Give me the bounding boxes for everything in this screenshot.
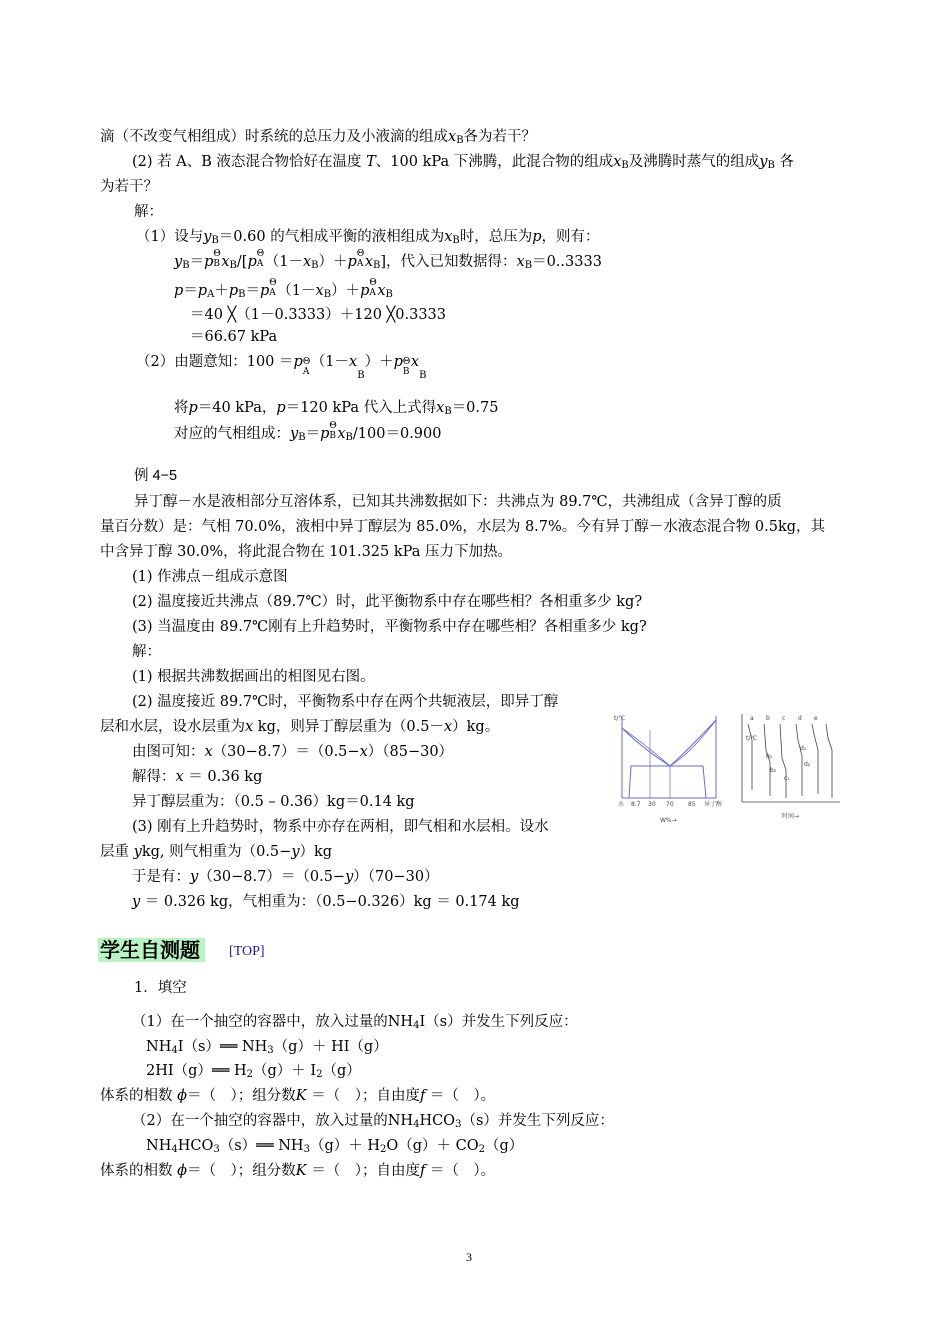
text: /100＝0.900 [352,426,442,442]
text: ）＋ [331,283,361,299]
fig-tick: 30 [648,801,656,808]
symbol: ϕ [177,1163,187,1179]
text: 、100 kPa 下沸腾，此混合物的组成 [375,154,614,170]
symbol: x [443,719,453,735]
text: ]，代入已知数据得： [380,254,517,270]
text: 滴（不改变气相组成）时系统的总压力及小液滴的组成 [100,129,448,145]
fig-curve-letter: a [750,715,754,722]
text: 解得： [132,769,176,785]
text-line [132,767,262,787]
fig-point-mark: d₂ [804,761,811,768]
phase-diagram-figure [612,710,732,830]
sub: B [213,259,220,269]
subscript: B [767,160,775,171]
text: 及沸腾时蒸气的组成 [628,154,760,170]
text: (2) 若 A、B 液态混合物恰好在温度 [132,154,367,170]
text: 时，总压为 [459,229,533,245]
symbol: x [410,354,420,370]
text: （s）并发生下列反应： [461,1113,614,1129]
text-line: (2) 温度接近 89.7℃时，平衡物系中存在两个共轭液层，即异丁醇 [132,694,559,710]
subscript: B [444,406,452,417]
text: （g）＋ H [309,1138,380,1154]
standard-state-mark [213,249,221,269]
subscript: 2 [246,1069,253,1080]
fig-point-mark: c₁ [784,775,790,782]
text: NH [146,1138,172,1154]
fig-curve-letter: d [798,715,802,722]
text: （2）由题意知：100 ＝ [136,354,294,370]
standard-state-mark [402,357,411,377]
equation-line: ＝40 ╳（1－0.3333）＋120 ╳0.3333 [190,307,447,323]
subscript: 4 [171,1144,178,1155]
symbol: x [613,154,622,170]
symbol: x [245,719,254,735]
text: 层重 [100,844,134,860]
text-line: (1) 根据共沸数据画出的相图见右图。 [132,669,375,685]
top-link[interactable]: [TOP] [229,944,265,959]
text: （g） [485,1138,524,1154]
text-line [100,127,536,151]
subscript: B [452,235,460,246]
symbol: y [290,426,299,442]
fig-point-mark: b₁ [766,753,773,760]
subscript: 2 [316,1069,323,1080]
subscript: B [298,432,306,443]
text: （2）在一个抽空的容器中，放入过量的NH [132,1113,414,1129]
example-title: 例 4−5 [134,468,178,484]
text: ＝0.75 [451,400,499,416]
subscript: B [182,260,190,271]
subscript: 4 [413,1119,420,1130]
subscript: B [621,160,629,171]
subscript: B [238,289,246,300]
symbol: y [133,844,142,860]
text: 体系的相数 [100,1088,178,1104]
text: ，则有： [541,229,600,245]
sub: A [269,288,276,298]
theta: Θ [302,357,311,367]
fig-tick: 70 [666,801,674,808]
fig-cooling-curve-b [764,724,770,796]
subscript: B [357,370,365,381]
symbol: x [436,400,445,416]
reaction-line [146,1037,388,1061]
sub: A [256,259,264,269]
theta: Θ [356,249,365,259]
text-line: (3) 当温度由 89.7℃刚有上升趋势时，平衡物系中存在哪些相？各相重多少 kg? [132,619,647,635]
symbol: T [366,154,376,170]
fig-point-mark: b₂ [770,767,777,774]
text: ＝40 kPa， [197,400,277,416]
text-line: 中含异丁醇 30.0%，将此混合物在 101.325 kPa 压力下加热。 [100,544,512,560]
fig-right-xlabel: 时间→ [782,813,800,820]
text-line [100,842,332,862]
subscript: B [419,370,427,381]
equation-line: ＝66.67 kPa [190,329,278,345]
symbol: y [203,229,212,245]
text: ＝0.60 的气相成平衡的液相组成为 [218,229,445,245]
text: （g）＋ I [252,1063,317,1079]
symbol: x [337,426,346,442]
fig-curve-letter: b [766,715,770,722]
text-line: 解： [134,204,163,220]
fig-cooling-curve-f [826,724,832,798]
subscript: 2 [478,1144,486,1155]
symbol: y [190,869,199,885]
text-line: 异丁醇－水是液相部分互溶体系，已知其共沸数据如下：共沸点为 89.7℃，共沸组成（含异丁醇的质 [134,494,782,510]
text: （1－ [277,283,316,299]
subscript: 3 [303,1144,310,1155]
fig-cooling-curve-a [748,724,752,790]
subscript: B [345,432,353,443]
subscript: B [524,260,533,271]
reaction-line [146,1136,523,1160]
text: kg，则异丁醇层重为（0.5－ [253,719,444,735]
text: 各为若干？ [463,129,537,145]
sub: B [329,431,336,441]
text: ＝ [245,283,260,299]
answer-line [100,1161,495,1181]
fig-tick: 8.7 [631,801,641,808]
fig-vapor-curve [622,720,716,766]
text: （s）══ NH [219,1138,304,1154]
text: ＝ [305,426,321,442]
text-line: 解： [132,644,161,660]
text-line: (3) 刚有上升趋势时，物系中亦存在两相，即气相和水层相。设水 [132,819,549,835]
text: ＝（ ）；自由度 [306,1163,420,1179]
sub: A [356,259,364,269]
symbol: p [197,283,208,299]
sub: B [402,367,410,377]
symbol: p [347,254,357,270]
fig-tick: 异丁醇 [704,801,723,808]
text: ）＋ [318,254,348,270]
standard-state-mark [269,278,277,298]
text: O（g）＋ CO [386,1138,479,1154]
text: 层和水层，设水层重为 [100,719,245,735]
text: ＋ [214,283,229,299]
equation-line [174,278,393,305]
text: ＝0..3333 [532,254,602,270]
symbol: p [276,400,286,416]
fig-curve-letter: e [814,715,818,722]
text: 2HI（g）══ H [146,1063,247,1079]
text: （g） [322,1063,361,1079]
text-line [132,867,439,887]
text: （1－ [310,354,350,370]
sub: A [369,288,376,298]
symbol: x [364,254,374,270]
theta: Θ [269,278,277,288]
text-line: (2) 温度接近共沸点（89.7℃）时，此平衡物系中存在哪些相？各相重多少 kg? [132,594,643,610]
text-line [132,892,520,912]
text: I（s）══ NH [177,1039,268,1055]
equation-line [136,352,426,386]
text: kg, 则气相重为（0.5− [141,844,292,860]
symbol: K [295,1088,307,1104]
section-heading: 学生自测题 [98,938,205,962]
text: （1－ [264,254,303,270]
text: /[ [236,254,248,270]
equation-line [174,249,602,276]
fig-curve-letter: c [782,715,786,722]
symbol: ϕ [177,1088,187,1104]
sub: A [302,367,310,377]
text-line: (1) 作沸点－组成示意图 [132,569,288,585]
text: ＝（ ）；组分数 [187,1163,296,1179]
text: HCO [419,1113,456,1129]
item-title: 1．填空 [134,980,187,996]
text: ＝ [183,283,198,299]
symbol: p [393,354,403,370]
symbol: x [302,254,312,270]
fig-right-ylabel: t/℃ [746,735,758,742]
fig-cooling-curve-e [812,724,818,794]
symbol: p [188,400,198,416]
text-line: 异丁醇层重为：（0.5 – 0.36）kg＝0.14 kg [132,794,415,810]
symbol: p [204,254,214,270]
symbol: p [532,229,542,245]
standard-state-mark [369,278,377,298]
text-line [136,227,600,251]
text: NH [146,1039,172,1055]
subscript: B [373,260,381,271]
text: （g）＋ HI（g） [273,1039,388,1055]
text-line [132,742,453,762]
subscript: 4 [413,1020,420,1031]
text: （1）设与 [136,229,204,245]
symbol: x [516,254,525,270]
text: ＝ 0.326 kg，气相重为：（0.5−0.326）kg ＝ 0.174 kg [140,894,520,910]
subscript: 2 [380,1144,387,1155]
subscript: B [456,135,464,146]
symbol: x [221,254,230,270]
subscript: 4 [171,1045,178,1056]
text-line [100,717,499,737]
symbol: p [293,354,303,370]
text: ）kg。 [452,719,500,735]
symbol: y [345,869,354,885]
text: 将 [174,400,189,416]
symbol: x [359,744,368,760]
fig-tick: 85 [688,801,696,808]
theta: Θ [402,357,411,367]
symbol: x [204,744,213,760]
standard-state-mark [329,421,337,441]
fig-left-xlabel: W%→ [660,817,677,824]
symbol: x [444,229,453,245]
subscript: 3 [267,1045,274,1056]
subscript: B [311,260,319,271]
text: ＝（ ）；组分数 [187,1088,296,1104]
standard-state-mark [356,249,365,269]
text: ）（85−30） [367,744,454,760]
text: ＝（ ）。 [425,1088,496,1104]
symbol: p [360,283,370,299]
fig-cooling-curve-d [796,724,802,796]
page-number: 3 [466,1250,472,1264]
text: I（s）并发生下列反应： [419,1014,578,1030]
subscript: B [385,289,393,300]
text: 由图可知： [132,744,205,760]
symbol: p [174,283,184,299]
symbol: y [759,154,768,170]
symbol: y [291,844,300,860]
subscript: B [229,260,237,271]
text-line [132,152,794,176]
fig-point-mark: d₁ [800,745,807,752]
text: 于是有： [132,869,190,885]
symbol: p [247,254,257,270]
symbol: K [295,1163,307,1179]
standard-state-mark [302,357,311,377]
theta: Θ [213,249,221,259]
subscript: 3 [455,1119,462,1130]
symbol: x [377,283,386,299]
symbol: y [174,254,183,270]
text: ＝ 0.36 kg [183,769,263,785]
text: （1）在一个抽空的容器中，放入过量的NH [132,1014,414,1030]
text-line: 量百分数）是：气相 70.0%，液相中异丁醇层为 85.0%，水层为 8.7%。今有异丁醇－水液态混合物 0.5kg，其 [100,519,826,535]
text: （30−8.7）＝（0.5− [198,869,346,885]
text: 体系的相数 [100,1163,178,1179]
theta: Θ [256,249,265,259]
fig-solubility-right [703,766,706,798]
symbol: x [315,283,324,299]
symbol: p [228,283,239,299]
standard-state-mark [256,249,265,269]
question-line [132,1012,578,1036]
subscript: A [207,289,215,300]
symbol: x [175,769,184,785]
subscript: B [323,289,332,300]
symbol: p [320,426,330,442]
text: ）＋ [364,354,394,370]
symbol: x [448,129,457,145]
symbol: p [259,283,270,299]
text-line: 为若干？ [100,179,158,195]
reaction-line [146,1061,361,1085]
question-line [132,1111,614,1135]
fig-left-ylabel: t/℃ [614,715,626,722]
text: ）kg [299,844,333,860]
text: ＝120 kPa 代入上式得 [285,400,437,416]
symbol: y [132,894,141,910]
text: ＝ [189,254,205,270]
text: （30−8.7）＝（0.5− [212,744,360,760]
symbol: x [349,354,358,370]
text: 对应的气相组成： [174,426,290,442]
text: ）（70−30） [353,869,439,885]
symbol: f [419,1088,426,1104]
fig-solubility-left [629,766,631,798]
theta: Θ [329,421,337,431]
fig-cooling-curve-c [780,724,786,798]
text: 各 [774,154,794,170]
cooling-curve-figure [736,710,844,830]
theta: Θ [369,278,377,288]
subscript: 3 [213,1144,220,1155]
fig-liquid-curve [622,720,716,766]
text: HCO [177,1138,214,1154]
text: ＝（ ）。 [425,1163,496,1179]
text: ＝（ ）；自由度 [306,1088,420,1104]
equation-line [174,421,442,448]
symbol: f [419,1163,426,1179]
answer-line [100,1086,495,1106]
subscript: B [211,235,219,246]
equation-line [174,398,498,422]
fig-tick: 水 [618,801,625,808]
